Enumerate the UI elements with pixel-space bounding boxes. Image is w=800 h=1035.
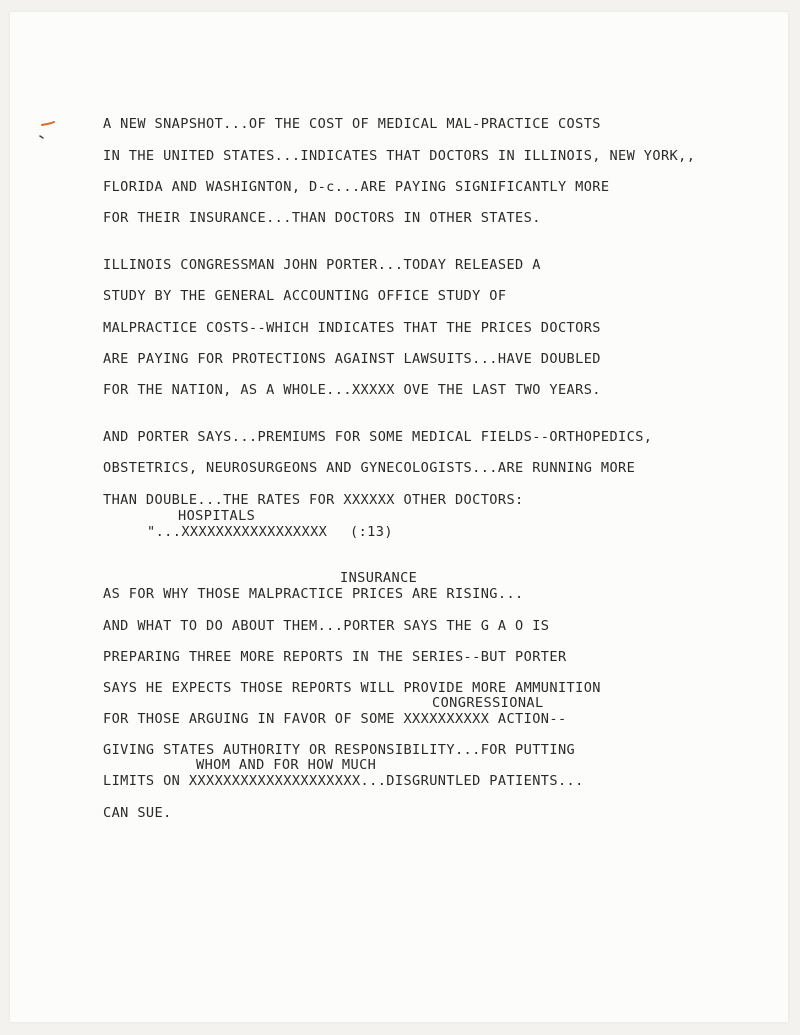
script-line: AS FOR WHY THOSE MALPRACTICE PRICES ARE RISING... [103, 586, 524, 602]
script-line: FOR THOSE ARGUING IN FAVOR OF SOME XXXXXXXXXX ACTION-- [103, 711, 567, 727]
insert-insurance: INSURANCE [340, 570, 418, 586]
script-line: AND PORTER SAYS...PREMIUMS FOR SOME MEDICAL FIELDS--ORTHOPEDICS, [103, 429, 653, 445]
script-line: THAN DOUBLE...THE RATES FOR XXXXXX OTHER DOCTORS: [103, 492, 524, 508]
cut-line: "...XXXXXXXXXXXXXXXXX [147, 524, 328, 540]
handwritten-insert-hospitals: HOSPITALS [178, 508, 256, 524]
insert-whom: WHOM AND FOR HOW MUCH [196, 757, 377, 773]
script-line: FLORIDA AND WASHIGNTON, D-c...ARE PAYING SIGNIFICANTLY MORE [103, 179, 610, 195]
script-line: AND WHAT TO DO ABOUT THEM...PORTER SAYS THE G A O IS [103, 618, 550, 634]
script-line: SAYS HE EXPECTS THOSE REPORTS WILL PROVIDE MORE AMMUNITION [103, 680, 601, 696]
script-line: FOR THEIR INSURANCE...THAN DOCTORS IN OTHER STATES. [103, 210, 541, 226]
script-line: MALPRACTICE COSTS--WHICH INDICATES THAT THE PRICES DOCTORS [103, 320, 601, 336]
script-line: IN THE UNITED STATES...INDICATES THAT DOCTORS IN ILLINOIS, NEW YORK,, [103, 148, 696, 164]
script-line: A NEW SNAPSHOT...OF THE COST OF MEDICAL MAL-PRACTICE COSTS [103, 116, 601, 132]
script-line: ARE PAYING FOR PROTECTIONS AGAINST LAWSUITS...HAVE DOUBLED [103, 351, 601, 367]
script-line: ILLINOIS CONGRESSMAN JOHN PORTER...TODAY RELEASED A [103, 257, 541, 273]
orange-pencil-mark [38, 116, 58, 144]
script-line: FOR THE NATION, AS A WHOLE...XXXXX OVE THE LAST TWO YEARS. [103, 382, 601, 398]
script-line: GIVING STATES AUTHORITY OR RESPONSIBILITY...FOR PUTTING [103, 742, 576, 758]
script-line: CAN SUE. [103, 805, 172, 821]
script-line: OBSTETRICS, NEUROSURGEONS AND GYNECOLOGISTS...ARE RUNNING MORE [103, 460, 636, 476]
script-line: STUDY BY THE GENERAL ACCOUNTING OFFICE STUDY OF [103, 288, 507, 304]
cut-time: (:13) [350, 524, 393, 540]
script-line: LIMITS ON XXXXXXXXXXXXXXXXXXXX...DISGRUNTLED PATIENTS... [103, 773, 584, 789]
insert-congressional: CONGRESSIONAL [432, 695, 544, 711]
script-line: PREPARING THREE MORE REPORTS IN THE SERIES--BUT PORTER [103, 649, 567, 665]
